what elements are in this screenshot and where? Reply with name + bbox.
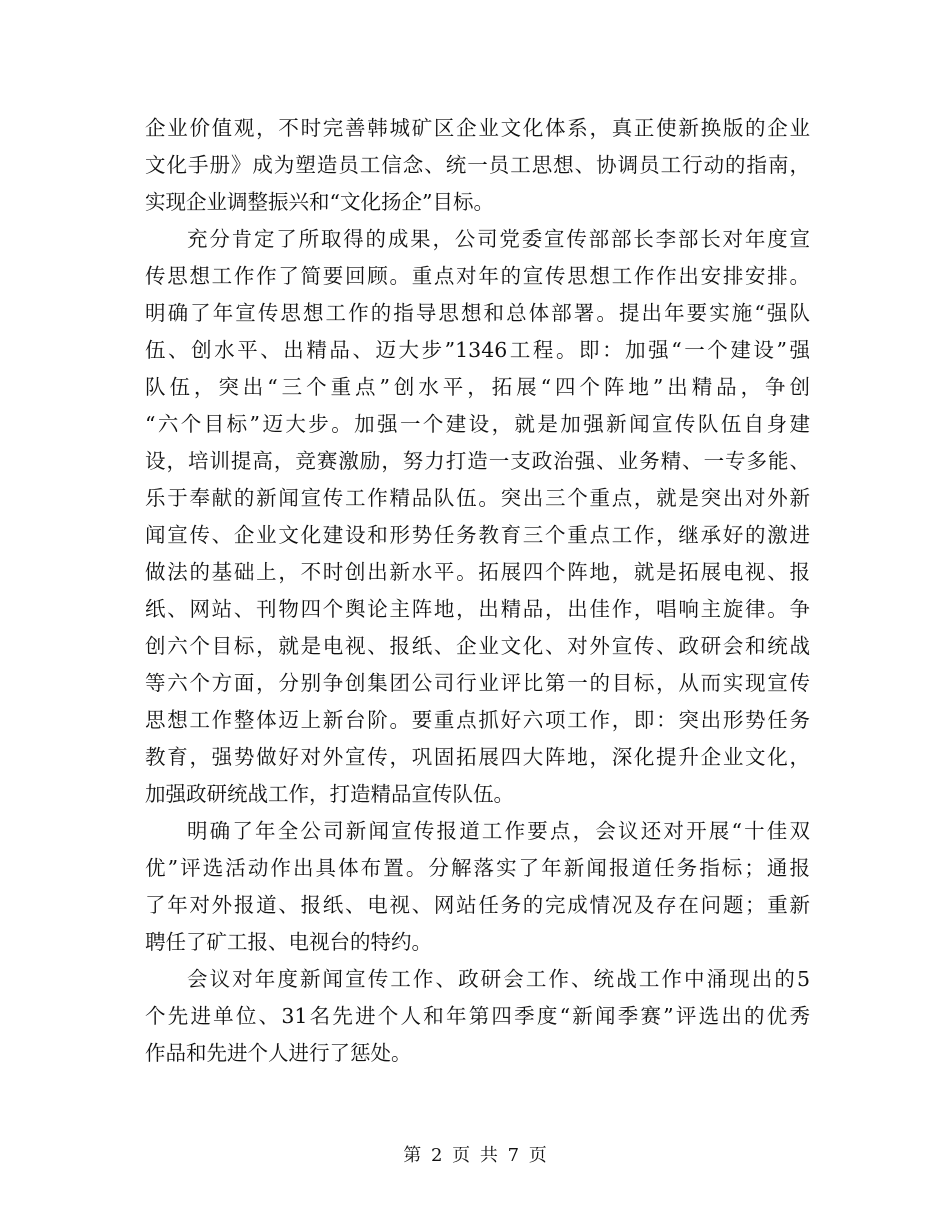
text-line: 闻宣传、企业文化建设和形势任务教育三个重点工作，继承好的激进 <box>145 523 810 547</box>
text-line: 加强政研统战工作，打造精品宣传队伍。 <box>145 782 514 806</box>
text-line: “六个目标”迈大步。加强一个建设，就是加强新闻宣传队伍自身建 <box>145 412 810 436</box>
text-line: 队伍，突出“三个重点”创水平，拓展“四个阵地”出精品，争创 <box>145 375 810 399</box>
paragraph-first-line: 充分肯定了所取得的成果，公司党委宣传部部长李部长对年度宣 <box>187 227 810 251</box>
text-line: 文化手册》成为塑造员工信念、统一员工思想、协调员工行动的指南， <box>145 153 810 177</box>
page-number: 第 2 页 共 7 页 <box>403 1145 547 1166</box>
text-line: 个先进单位、31名先进个人和年第四季度“新闻季赛”评选出的优秀 <box>145 1004 810 1028</box>
text-line: 思想工作整体迈上新台阶。要重点抓好六项工作，即：突出形势任务 <box>145 708 810 732</box>
text-line: 优”评选活动作出具体布置。分解落实了年新闻报道任务指标；通报 <box>145 856 810 880</box>
text-line: 企业价值观，不时完善韩城矿区企业文化体系，真正使新换版的企业 <box>145 116 810 140</box>
text-line: 教育，强势做好对外宣传，巩固拓展四大阵地，深化提升企业文化， <box>145 745 810 769</box>
paragraph-first-line: 会议对年度新闻宣传工作、政研会工作、统战工作中涌现出的5 <box>187 967 810 991</box>
text-line: 明确了年宣传思想工作的指导思想和总体部署。提出年要实施“强队 <box>145 301 810 325</box>
document-body <box>145 110 810 1072</box>
text-line: 伍、创水平、出精品、迈大步”1346工程。即：加强“一个建设”强 <box>145 338 810 362</box>
text-line: 创六个目标，就是电视、报纸、企业文化、对外宣传、政研会和统战 <box>145 634 810 658</box>
text-line: 乐于奉献的新闻宣传工作精品队伍。突出三个重点，就是突出对外新 <box>145 486 810 510</box>
text-line: 设，培训提高，竞赛激励，努力打造一支政治强、业务精、一专多能、 <box>145 449 810 473</box>
text-line: 作品和先进个人进行了惩处。 <box>145 1041 412 1065</box>
text-line: 实现企业调整振兴和“文化扬企”目标。 <box>145 190 494 214</box>
text-line: 传思想工作作了简要回顾。重点对年的宣传思想工作作出安排安排。 <box>145 264 810 288</box>
paragraph-first-line: 明确了年全公司新闻宣传报道工作要点，会议还对开展“十佳双 <box>187 819 810 843</box>
text-line: 纸、网站、刊物四个舆论主阵地，出精品，出佳作，唱响主旋律。争 <box>145 597 810 621</box>
text-line: 做法的基础上，不时创出新水平。拓展四个阵地，就是拓展电视、报 <box>145 560 810 584</box>
text-line: 聘任了矿工报、电视台的特约。 <box>145 930 432 954</box>
text-line: 了年对外报道、报纸、电视、网站任务的完成情况及存在问题；重新 <box>145 893 810 917</box>
text-line: 等六个方面，分别争创集团公司行业评比第一的目标，从而实现宣传 <box>145 671 810 695</box>
